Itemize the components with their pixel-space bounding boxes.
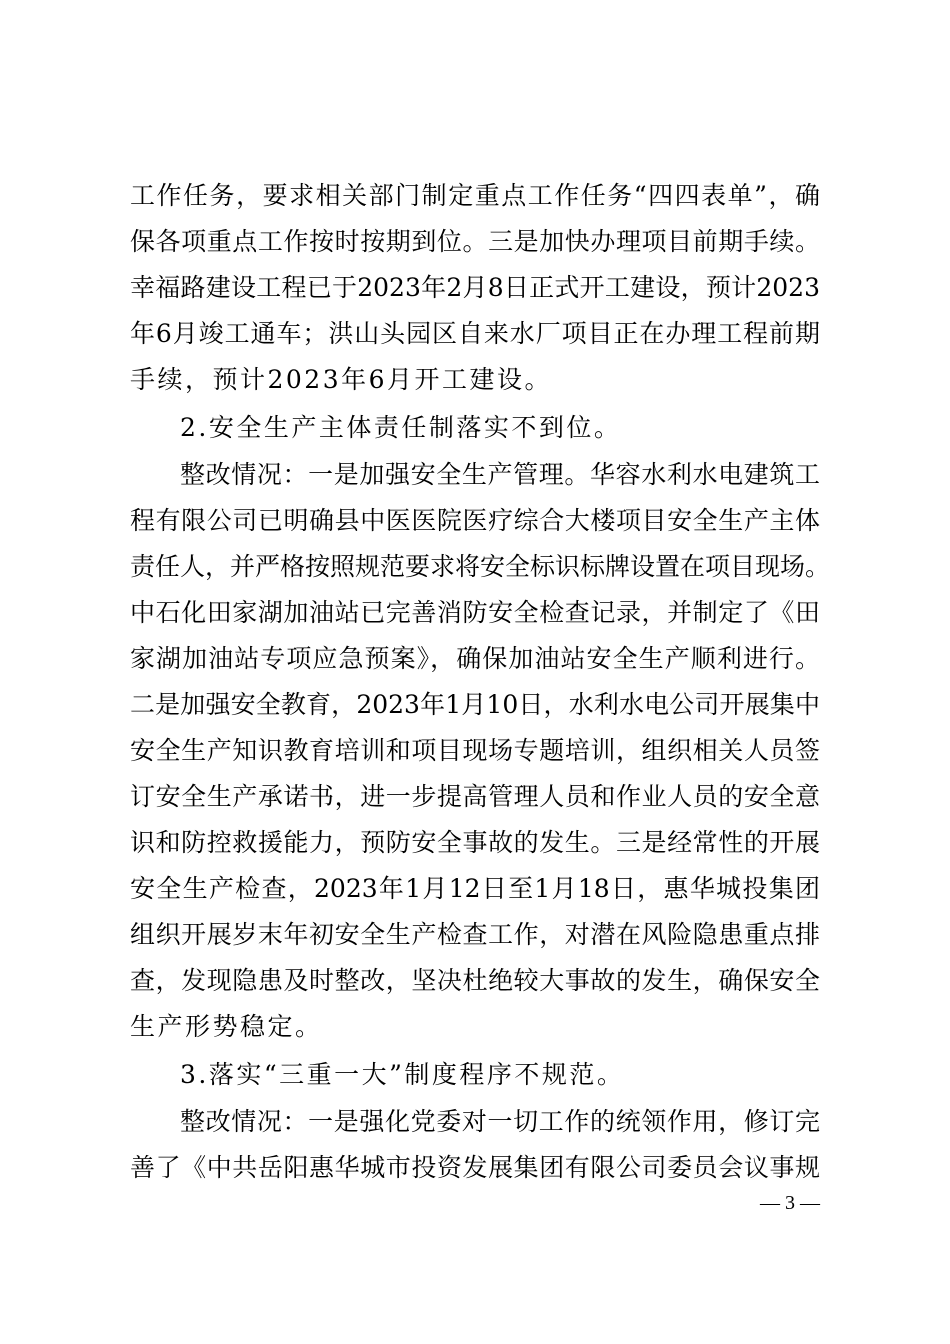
text-line: 生产形势稳定。 [130,1012,323,1041]
text-line: 年6月竣工通车；洪山头园区自来水厂项目正在办理工程前期 [130,319,820,348]
text-line: 整改情况：一是加强安全生产管理。华容水利水电建筑工 [180,460,820,489]
text-line: 保各项重点工作按时按期到位。三是加快办理项目前期手续。 [130,227,820,256]
text-line: 责任人，并严格按照规范要求将安全标识标牌设置在项目现场。 [130,552,831,581]
text-line: 家湖加油站专项应急预案》，确保加油站安全生产顺利进行。 [130,644,820,673]
text-line: 善了《中共岳阳惠华城市投资发展集团有限公司委员会议事规 [130,1153,820,1182]
page-number: — 3 — [760,1192,820,1214]
text-line: 安全生产知识教育培训和项目现场专题培训，组织相关人员签 [130,736,820,765]
text-line: 中石化田家湖加油站已完善消防安全检查记录，并制定了《田 [130,598,820,627]
text-line: 手续，预计2023年6月开工建设。 [130,365,553,394]
text-line: 查，发现隐患及时整改，坚决杜绝较大事故的发生，确保安全 [130,966,820,995]
section-heading: 3.落实“三重一大”制度程序不规范。 [180,1060,625,1089]
text-line: 安全生产检查，2023年1月12日至1月18日，惠华城投集团 [130,874,820,903]
text-line: 整改情况：一是强化党委对一切工作的统领作用，修订完 [180,1107,820,1136]
text-line: 二是加强安全教育，2023年1月10日，水利水电公司开展集中 [130,690,820,719]
text-line: 组织开展岁末年初安全生产检查工作，对潜在风险隐患重点排 [130,920,820,949]
text-line: 程有限公司已明确县中医医院医疗综合大楼项目安全生产主体 [130,506,820,535]
text-line: 幸福路建设工程已于2023年2月8日正式开工建设，预计2023 [130,273,820,302]
section-heading: 2.安全生产主体责任制落实不到位。 [180,413,622,442]
text-line: 识和防控救援能力，预防安全事故的发生。三是经常性的开展 [130,828,820,857]
text-line: 工作任务，要求相关部门制定重点工作任务“四四表单”，确 [130,181,820,210]
text-line: 订安全生产承诺书，进一步提高管理人员和作业人员的安全意 [130,782,820,811]
